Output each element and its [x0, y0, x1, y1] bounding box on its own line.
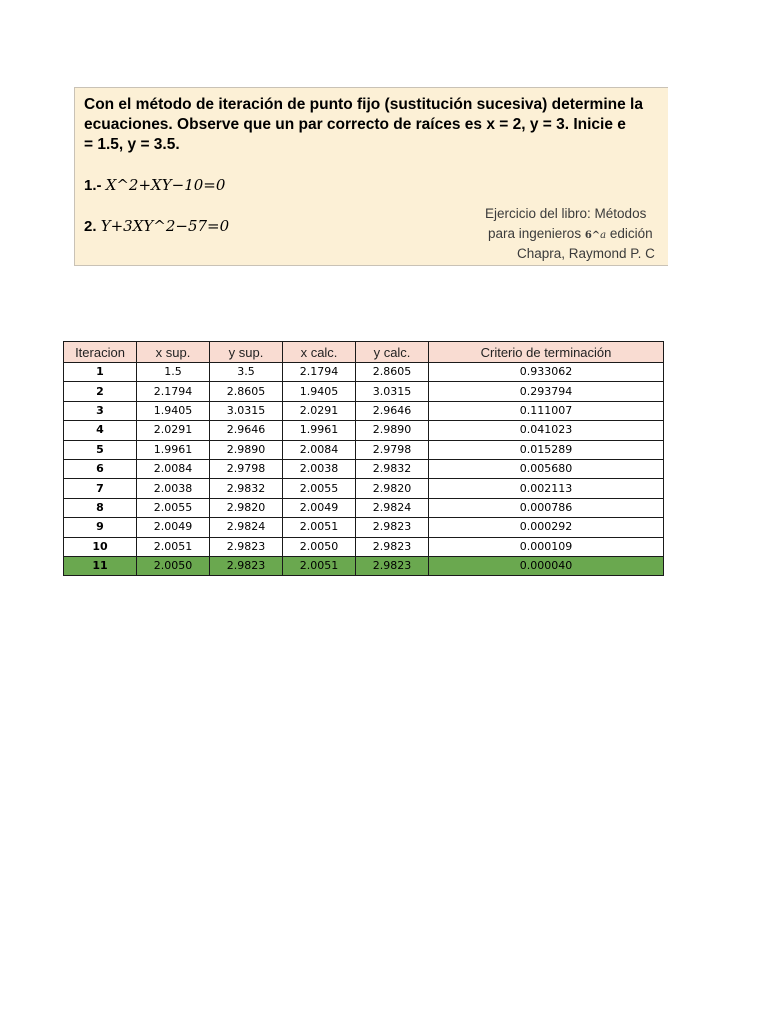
cell-iteracion[interactable]: 1	[64, 363, 137, 382]
reference-line-2-prefix: para ingenieros	[488, 226, 585, 241]
cell-x-calc[interactable]: 2.0038	[283, 459, 356, 478]
cell-criterio[interactable]: 0.005680	[429, 459, 664, 478]
table-row	[64, 479, 664, 498]
equation-1	[84, 176, 225, 194]
cell-y-calc[interactable]: 2.9823	[356, 537, 429, 556]
cell-y-sup[interactable]: 3.5	[210, 363, 283, 382]
table-row	[64, 537, 664, 556]
cell-y-sup[interactable]: 2.8605	[210, 382, 283, 401]
table-row	[64, 459, 664, 478]
cell-x-calc[interactable]: 2.0084	[283, 440, 356, 459]
cell-y-sup[interactable]: 2.9798	[210, 459, 283, 478]
cell-iteracion[interactable]: 11	[64, 556, 137, 575]
reference-line-1: Ejercicio del libro: Métodos	[485, 206, 647, 221]
table-row	[64, 498, 664, 517]
cell-x-calc[interactable]: 2.0051	[283, 518, 356, 537]
cell-iteracion[interactable]: 3	[64, 401, 137, 420]
equation-2-number: 2.	[84, 218, 97, 235]
cell-y-calc[interactable]: 2.9823	[356, 518, 429, 537]
cell-iteracion[interactable]: 9	[64, 518, 137, 537]
cell-x-calc[interactable]: 2.0050	[283, 537, 356, 556]
cell-iteracion[interactable]: 7	[64, 479, 137, 498]
table-row	[64, 363, 664, 382]
header-criterio: Criterio de terminación	[429, 342, 664, 363]
cell-iteracion[interactable]: 10	[64, 537, 137, 556]
cell-criterio[interactable]: 0.000292	[429, 518, 664, 537]
cell-x-calc[interactable]: 2.0291	[283, 401, 356, 420]
reference-line-2-suffix: edición	[606, 226, 653, 241]
cell-x-sup[interactable]: 2.0055	[137, 498, 210, 517]
cell-iteracion[interactable]: 5	[64, 440, 137, 459]
cell-criterio[interactable]: 0.041023	[429, 421, 664, 440]
cell-x-sup[interactable]: 2.0051	[137, 537, 210, 556]
cell-y-sup[interactable]: 2.9823	[210, 556, 283, 575]
iteration-table	[63, 341, 664, 576]
cell-y-calc[interactable]: 2.9832	[356, 459, 429, 478]
cell-x-sup[interactable]: 2.0038	[137, 479, 210, 498]
table-row	[64, 421, 664, 440]
cell-x-sup[interactable]: 2.0050	[137, 556, 210, 575]
cell-y-calc[interactable]: 2.8605	[356, 363, 429, 382]
table-header-row	[64, 342, 664, 363]
cell-x-sup[interactable]: 1.9961	[137, 440, 210, 459]
cell-y-sup[interactable]: 2.9823	[210, 537, 283, 556]
cell-criterio[interactable]: 0.000109	[429, 537, 664, 556]
cell-y-sup[interactable]: 2.9890	[210, 440, 283, 459]
cell-iteracion[interactable]: 8	[64, 498, 137, 517]
cell-x-sup[interactable]: 2.1794	[137, 382, 210, 401]
cell-y-calc[interactable]: 2.9798	[356, 440, 429, 459]
table-row	[64, 440, 664, 459]
cell-y-calc[interactable]: 2.9646	[356, 401, 429, 420]
equation-2-formula: Y+3XY^2−57=0	[100, 217, 230, 235]
cell-y-calc[interactable]: 2.9823	[356, 556, 429, 575]
reference-edition: 6^a	[584, 230, 607, 241]
header-y-sup: y sup.	[210, 342, 283, 363]
cell-criterio[interactable]: 0.111007	[429, 401, 664, 420]
cell-x-sup[interactable]: 1.5	[137, 363, 210, 382]
cell-x-calc[interactable]: 1.9405	[283, 382, 356, 401]
table-row	[64, 518, 664, 537]
table-row	[64, 382, 664, 401]
cell-iteracion[interactable]: 2	[64, 382, 137, 401]
cell-x-calc[interactable]: 1.9961	[283, 421, 356, 440]
cell-x-sup[interactable]: 1.9405	[137, 401, 210, 420]
reference-line-3: Chapra, Raymond P. C	[517, 246, 655, 261]
cell-iteracion[interactable]: 6	[64, 459, 137, 478]
equation-1-number: 1.-	[84, 177, 102, 194]
cell-iteracion[interactable]: 4	[64, 421, 137, 440]
cell-y-sup[interactable]: 2.9832	[210, 479, 283, 498]
cell-x-calc[interactable]: 2.1794	[283, 363, 356, 382]
header-x-calc: x calc.	[283, 342, 356, 363]
cell-y-sup[interactable]: 3.0315	[210, 401, 283, 420]
cell-criterio[interactable]: 0.002113	[429, 479, 664, 498]
table-row-final-highlighted	[64, 556, 664, 575]
equation-2	[84, 217, 229, 235]
cell-criterio[interactable]: 0.293794	[429, 382, 664, 401]
cell-y-sup[interactable]: 2.9820	[210, 498, 283, 517]
cell-x-calc[interactable]: 2.0049	[283, 498, 356, 517]
cell-criterio[interactable]: 0.000040	[429, 556, 664, 575]
reference-line-2	[488, 224, 653, 246]
cell-x-calc[interactable]: 2.0055	[283, 479, 356, 498]
header-iteracion: Iteracion	[64, 342, 137, 363]
cell-y-calc[interactable]: 2.9824	[356, 498, 429, 517]
problem-text-line-1: Con el método de iteración de punto fijo (sustitución sucesiva) determine la	[84, 96, 643, 113]
cell-y-calc[interactable]: 2.9890	[356, 421, 429, 440]
cell-y-calc[interactable]: 3.0315	[356, 382, 429, 401]
cell-criterio[interactable]: 0.015289	[429, 440, 664, 459]
cell-x-sup[interactable]: 2.0084	[137, 459, 210, 478]
header-y-calc: y calc.	[356, 342, 429, 363]
cell-y-sup[interactable]: 2.9824	[210, 518, 283, 537]
problem-text-line-2: ecuaciones. Observe que un par correcto de raíces es x = 2, y = 3. Inicie e	[84, 116, 626, 133]
problem-statement-box	[74, 87, 668, 266]
cell-x-calc[interactable]: 2.0051	[283, 556, 356, 575]
problem-text-line-3: = 1.5, y = 3.5.	[84, 136, 180, 153]
cell-criterio[interactable]: 0.000786	[429, 498, 664, 517]
cell-x-sup[interactable]: 2.0291	[137, 421, 210, 440]
equation-1-formula: X^2+XY−10=0	[105, 176, 226, 194]
cell-y-sup[interactable]: 2.9646	[210, 421, 283, 440]
table-row	[64, 401, 664, 420]
cell-y-calc[interactable]: 2.9820	[356, 479, 429, 498]
cell-criterio[interactable]: 0.933062	[429, 363, 664, 382]
header-x-sup: x sup.	[137, 342, 210, 363]
cell-x-sup[interactable]: 2.0049	[137, 518, 210, 537]
